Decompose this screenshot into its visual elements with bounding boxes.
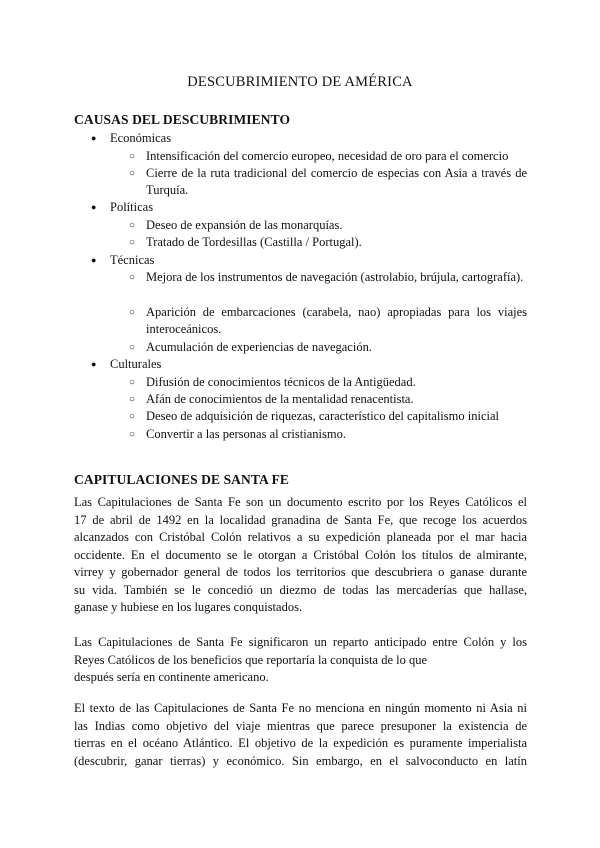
sub-item-text: Mejora de los instrumentos de navegación (astrolabio, brújula, cartografía). bbox=[146, 270, 524, 284]
list-item-tecnicas bbox=[91, 252, 154, 269]
circle-bullet-icon: ○ bbox=[129, 151, 136, 162]
paragraph-line: Reyes Católicos de los beneficios que reportaría la conquista de lo que bbox=[74, 652, 428, 667]
circle-bullet-icon: ○ bbox=[129, 429, 136, 440]
sub-item bbox=[129, 426, 527, 443]
sub-item-text: Difusión de conocimientos técnicos de la Antigüedad. bbox=[146, 375, 416, 389]
bullet-icon: ● bbox=[91, 255, 97, 265]
sub-item bbox=[129, 408, 527, 425]
sub-item bbox=[129, 374, 527, 391]
paragraph-line: alcanzados con Cristóbal Colón relativos a su expedición planeada por el mar hacia bbox=[74, 530, 527, 544]
sub-item-text: Intensificación del comercio europeo, necesidad de oro para el comercio bbox=[146, 149, 509, 163]
sub-item-text: Convertir a las personas al cristianismo. bbox=[146, 427, 346, 441]
sub-item bbox=[129, 148, 527, 165]
circle-bullet-icon: ○ bbox=[129, 237, 136, 248]
sub-item bbox=[129, 339, 527, 356]
paragraph-1 bbox=[74, 494, 527, 617]
paragraph-2 bbox=[74, 634, 527, 687]
section-heading-causas: CAUSAS DEL DESCUBRIMIENTO bbox=[74, 112, 291, 127]
circle-bullet-icon: ○ bbox=[129, 220, 136, 231]
sub-item-text: Deseo de adquisición de riquezas, característico del capitalismo inicial bbox=[146, 409, 499, 423]
paragraph-line: El texto de las Capitulaciones de Santa Fe no menciona en ningún momento ni Asia ni bbox=[74, 701, 527, 715]
section-heading-capitulaciones: CAPITULACIONES DE SANTA FE bbox=[74, 472, 290, 487]
list-item-label: Culturales bbox=[110, 357, 162, 371]
list-item-label: Políticas bbox=[110, 200, 154, 214]
circle-bullet-icon: ○ bbox=[129, 377, 136, 388]
list-item-economicas bbox=[91, 130, 171, 147]
bullet-icon: ● bbox=[91, 359, 97, 369]
sub-item bbox=[129, 391, 527, 408]
paragraph-line: virrey y gobernador general de todos los territorios que descubriera o ganase durante bbox=[74, 565, 527, 579]
sub-item-text: Afán de conocimientos de la mentalidad renacentista. bbox=[146, 392, 414, 406]
sub-item bbox=[129, 304, 527, 338]
bullet-icon: ● bbox=[91, 133, 97, 143]
sub-item-text: Aparición de embarcaciones (carabela, nao) apropiadas para los viajes interoceánicos. bbox=[146, 305, 527, 336]
paragraph-3 bbox=[74, 700, 527, 770]
list-item-label: Técnicas bbox=[110, 253, 155, 267]
circle-bullet-icon: ○ bbox=[129, 411, 136, 422]
paragraph-line: después sería en continente americano. bbox=[74, 670, 269, 684]
circle-bullet-icon: ○ bbox=[129, 272, 136, 283]
bullet-icon: ● bbox=[91, 202, 97, 212]
circle-bullet-icon: ○ bbox=[129, 168, 136, 179]
circle-bullet-icon: ○ bbox=[129, 307, 136, 318]
list-item-culturales bbox=[91, 356, 161, 373]
paragraph-line: su vida. También se le concedió un diezmo de todas las mercaderías que hallase, bbox=[74, 582, 527, 597]
paragraph-line: Las Capitulaciones de Santa Fe significaron un reparto anticipado entre Colón y los bbox=[74, 635, 527, 649]
sub-item bbox=[129, 217, 527, 234]
sub-item-text: Cierre de la ruta tradicional del comercio de especias con Asia a través de Turquía. bbox=[146, 166, 527, 197]
sub-item bbox=[129, 165, 527, 199]
document-title: DESCUBRIMIENTO DE AMÉRICA bbox=[187, 74, 413, 90]
sub-item-text: Tratado de Tordesillas (Castilla / Portugal). bbox=[146, 235, 362, 249]
list-item-label: Económicas bbox=[110, 131, 172, 145]
sub-item-text: Deseo de expansión de las monarquías. bbox=[146, 218, 343, 232]
sub-item bbox=[129, 269, 527, 286]
paragraph-line: (descubrir, ganar tierras) y económico. Sin embargo, en el salvoconducto en latín bbox=[74, 753, 527, 768]
paragraph-line: las Indias como objetivo del viaje mientras que parece presuponer la existencia de bbox=[74, 718, 527, 733]
list-item-politicas bbox=[91, 199, 153, 216]
sub-item bbox=[129, 234, 527, 251]
paragraph-line: tierras en el océano Atlántico. El objetivo de la expedición es puramente imperialista bbox=[74, 736, 527, 750]
paragraph-line: ganase y hubiese en los lugares conquistados. bbox=[74, 600, 303, 614]
paragraph-line: Las Capitulaciones de Santa Fe son un documento escrito por los Reyes Católicos el bbox=[74, 495, 527, 509]
sub-item-text: Acumulación de experiencias de navegación. bbox=[146, 340, 372, 354]
circle-bullet-icon: ○ bbox=[129, 394, 136, 405]
paragraph-line: 17 de abril de 1492 en la localidad granadina de Santa Fe, que recoge los acuerdos bbox=[74, 512, 527, 527]
paragraph-line: occidente. En el documento se le otorgan a Cristóbal Colón los títulos de almirante, bbox=[74, 547, 527, 562]
circle-bullet-icon: ○ bbox=[129, 342, 136, 353]
